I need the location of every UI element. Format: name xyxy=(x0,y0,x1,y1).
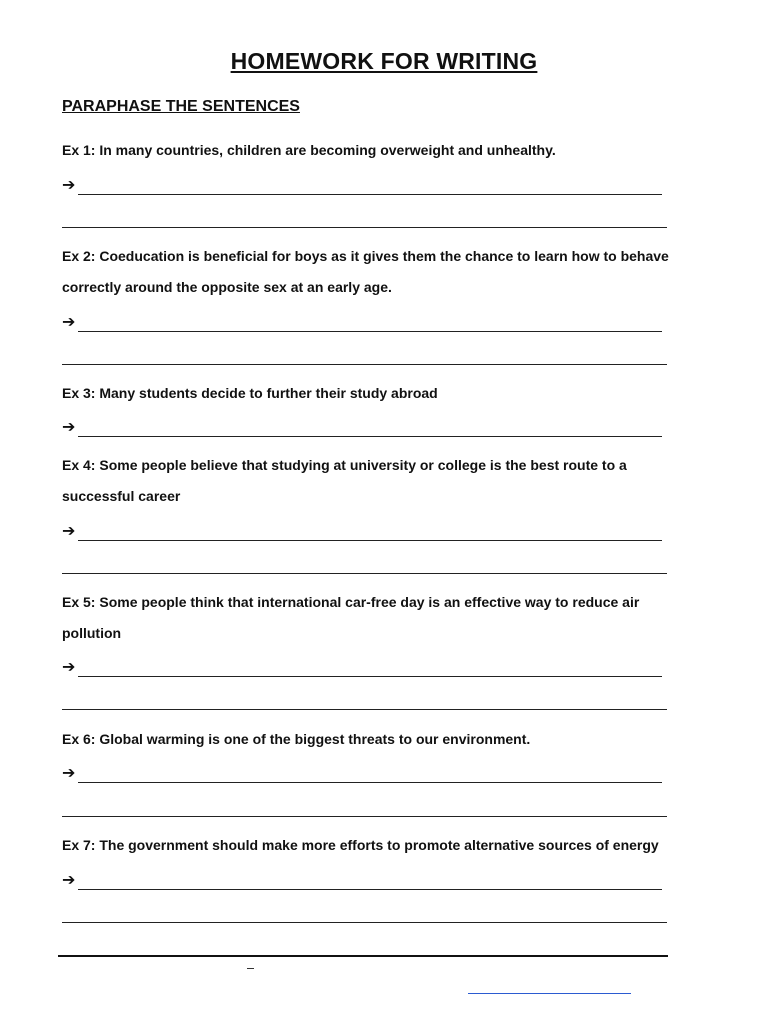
exercise-5-answer-line[interactable] xyxy=(62,658,662,680)
answer-underline xyxy=(78,194,662,195)
exercise-6-prompt: Ex 6: Global warming is one of the biggest threats to our environment. xyxy=(62,731,531,747)
answer-underline xyxy=(78,782,662,783)
arrow-icon: ➔ xyxy=(62,765,76,782)
exercise-2-answer-line-2[interactable] xyxy=(62,364,667,365)
exercise-2-answer-line[interactable] xyxy=(62,313,662,335)
answer-underline xyxy=(78,331,662,332)
arrow-icon: ➔ xyxy=(62,523,76,540)
footer-link-underline[interactable] xyxy=(468,993,631,994)
exercise-4-answer-line-2[interactable] xyxy=(62,573,667,574)
exercise-5-prompt: Ex 5: Some people think that international car-free day is an effective way to reduce air pollution xyxy=(62,594,640,641)
worksheet-title: HOMEWORK FOR WRITING xyxy=(230,48,538,74)
exercise-1-answer-line-2[interactable] xyxy=(62,227,667,228)
footer-rule xyxy=(58,955,668,957)
exercise-7-prompt: Ex 7: The government should make more efforts to promote alternative sources of energy xyxy=(62,837,659,853)
exercise-7-answer-line[interactable] xyxy=(62,871,662,893)
arrow-icon: ➔ xyxy=(62,314,76,331)
arrow-icon: ➔ xyxy=(62,872,76,889)
arrow-icon: ➔ xyxy=(62,659,76,676)
exercise-1-answer-line[interactable] xyxy=(62,176,662,198)
exercise-6-answer-line[interactable] xyxy=(62,764,662,786)
exercise-2-prompt: Ex 2: Coeducation is beneficial for boys as it gives them the chance to learn how to behave correctly around the opposite sex at an early age. xyxy=(62,248,669,295)
exercise-5-answer-line-2[interactable] xyxy=(62,709,667,710)
answer-underline xyxy=(78,436,662,437)
footer-dash xyxy=(247,968,254,969)
exercise-6-answer-line-2[interactable] xyxy=(62,816,667,817)
exercise-3-prompt: Ex 3: Many students decide to further their study abroad xyxy=(62,385,438,401)
exercise-7-answer-line-2[interactable] xyxy=(62,922,667,923)
arrow-icon: ➔ xyxy=(62,177,76,194)
answer-underline xyxy=(78,540,662,541)
exercise-4-answer-line[interactable] xyxy=(62,522,662,544)
exercise-4-prompt: Ex 4: Some people believe that studying at university or college is the best route to a successful career xyxy=(62,457,627,504)
exercise-3-answer-line[interactable] xyxy=(62,418,662,440)
exercise-1-prompt: Ex 1: In many countries, children are becoming overweight and unhealthy. xyxy=(62,142,556,158)
answer-underline xyxy=(78,889,662,890)
section-title: PARAPHASE THE SENTENCES xyxy=(62,98,300,115)
arrow-icon: ➔ xyxy=(62,419,76,436)
answer-underline xyxy=(78,676,662,677)
